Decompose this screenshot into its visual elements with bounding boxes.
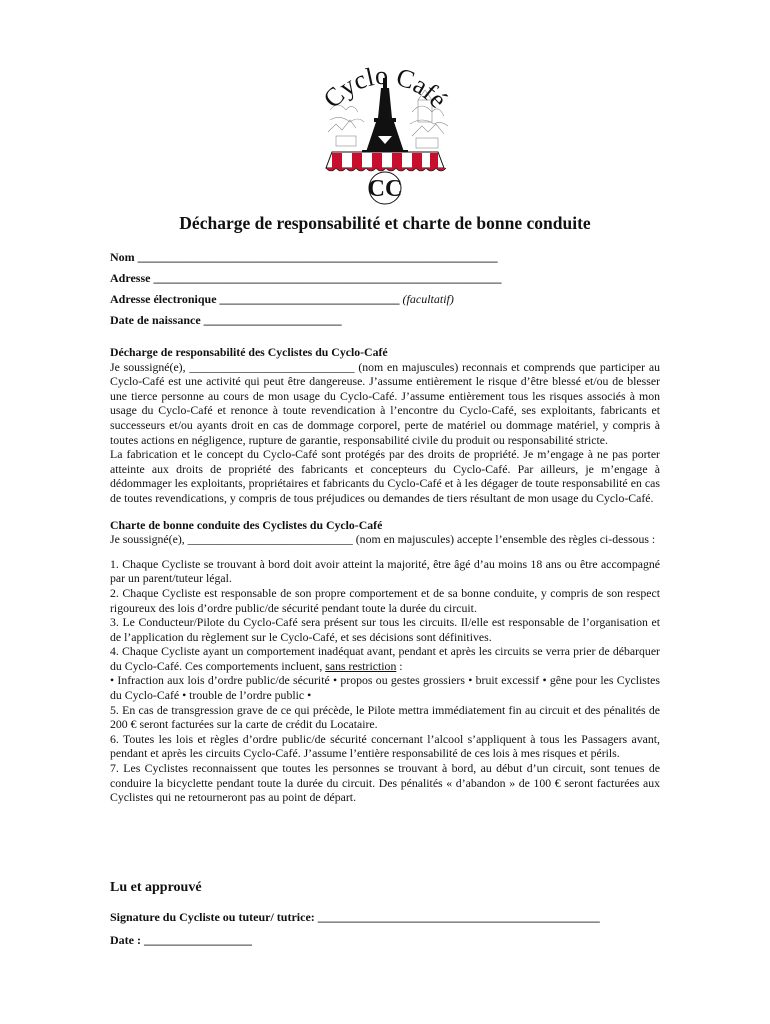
rule-6: 6. Toutes les lois et règles d’ordre public/de sécurité concernant l’alcool s’appliquent à tous les Passagers avant, pendant et après les circuits Cyclo-Café. J’assume l’entière responsabilité de ces lois à mes risques et périls. [110, 731, 660, 761]
document-body [110, 345, 660, 805]
page-title: Décharge de responsabilité et charte de bonne conduite [179, 213, 591, 233]
logo-graphic [300, 40, 470, 205]
rule-4-colon: : [399, 658, 403, 673]
rule-4 [110, 644, 660, 673]
personal-info-fields [110, 247, 670, 331]
nom-field[interactable]: Nom ____________________________________________________________ [110, 250, 498, 264]
rule-2: 2. Chaque Cycliste est responsable de son propre comportement et de sa bonne conduite, y compris de son respect rigoureux des lois d’ordre public/de sécurité pendant toute la durée du circuit. [110, 585, 660, 615]
charte-intro: Je soussigné(e), ____________________________ (nom en majuscules) accepte l’ensemble des règles ci-dessous : [110, 532, 656, 547]
decharge-heading: Décharge de responsabilité des Cyclistes du Cyclo-Café [110, 345, 388, 359]
email-optional-note: (facultatif) [402, 292, 454, 306]
decharge-paragraph-2: La fabrication et le concept du Cyclo-Café sont protégés par des droits de propriété. Je m’engage à ne pas porter atteinte aux droits de propriété des fabricants et concepteurs du Cyclo-Café. Par ailleurs, je m’engage à dédommager les exploitants, propriétaires et fabricants du Cyclo-Café et à les dégager de toute responsabilité en cas de toutes revendications, y compris de tous préjudices ou demandes de tiers résultant de mon usage du Cyclo-Café. [110, 447, 660, 505]
adresse-field[interactable]: Adresse __________________________________________________________ [110, 271, 502, 285]
signature-section [110, 880, 670, 948]
rule-1: 1. Chaque Cycliste se trouvant à bord doit avoir atteint la majorité, être âgé d’au moins 18 ans ou être accompagné par un parent/tuteur légal. [110, 556, 660, 586]
decharge-paragraph-1: Je soussigné(e), ____________________________ (nom en majuscules) reconnais et comprends que participer au Cyclo-Café est une activité qui peut être dangereuse. J’assume entièrement le risque d’être blessé et/ou de blesser une tierce personne au cours de mon usage du Cyclo-Café. J’assume entièrement tous les risques associés à mon usage du Cyclo-Café et renonce à toute revendication à l’encontre du Cyclo-Café, ses exploitants, fabricants et successeurs et/ou ayants droit en cas de dommage corporel, perte de matériel ou dommage matériel, y compris à toutes actions en négligence, rupture de garantie, responsabilité civile du produit ou responsabilité stricte. [110, 359, 660, 447]
awning-icon [326, 152, 446, 171]
rule-3: 3. Le Conducteur/Pilote du Cyclo-Café sera présent sur tous les circuits. Il/elle est responsable de l’organisation et de l’application du règlement sur le Cyclo-Café, et ses décisions sont définitives. [110, 615, 660, 644]
logo-text-arc: Cyclo Café [317, 60, 453, 114]
logo-monogram: CC [367, 176, 403, 202]
cyclo-cafe-logo [300, 40, 470, 205]
rule-4-list: • Infraction aux lois d’ordre public/de sécurité • propos ou gestes grossiers • bruit excessif • gêne pour les Cyclistes du Cyclo-Café • trouble de l’ordre public • [110, 673, 660, 703]
email-field[interactable] [110, 289, 670, 310]
lu-et-approuve: Lu et approuvé [110, 880, 202, 895]
signature-field[interactable]: Signature du Cycliste ou tuteur/ tutrice: _______________________________________________ [110, 910, 600, 924]
birthdate-field[interactable]: Date de naissance _______________________ [110, 313, 342, 327]
rule-7: 7. Les Cyclistes reconnaissent que toutes les personnes se trouvant à bord, au début d’un circuit, sont tenues de conduire la bicyclette pendant toute la durée du circuit. Des pénalités « d’abandon » de 100 € seront facturées aux Cyclistes qui ne retourneront pas au point de départ. [110, 761, 660, 805]
email-field-label: Adresse électronique ______________________________ [110, 292, 400, 306]
rule-4-text: 4. Chaque Cycliste ayant un comportement inadéquat avant, pendant et après les circuits se verra prier de débarquer du Cyclo-Café. Ces comportements incluent, [110, 644, 660, 673]
rule-4-underlined: sans restriction [325, 658, 397, 673]
rule-5: 5. En cas de transgression grave de ce qui précède, le Pilote mettra immédiatement fin au circuit et des pénalités de 200 € seront facturées sur la carte de crédit du Locataire. [110, 702, 660, 732]
charte-heading: Charte de bonne conduite des Cyclistes du Cyclo-Café [110, 517, 383, 532]
date-field[interactable]: Date : __________________ [110, 933, 252, 947]
